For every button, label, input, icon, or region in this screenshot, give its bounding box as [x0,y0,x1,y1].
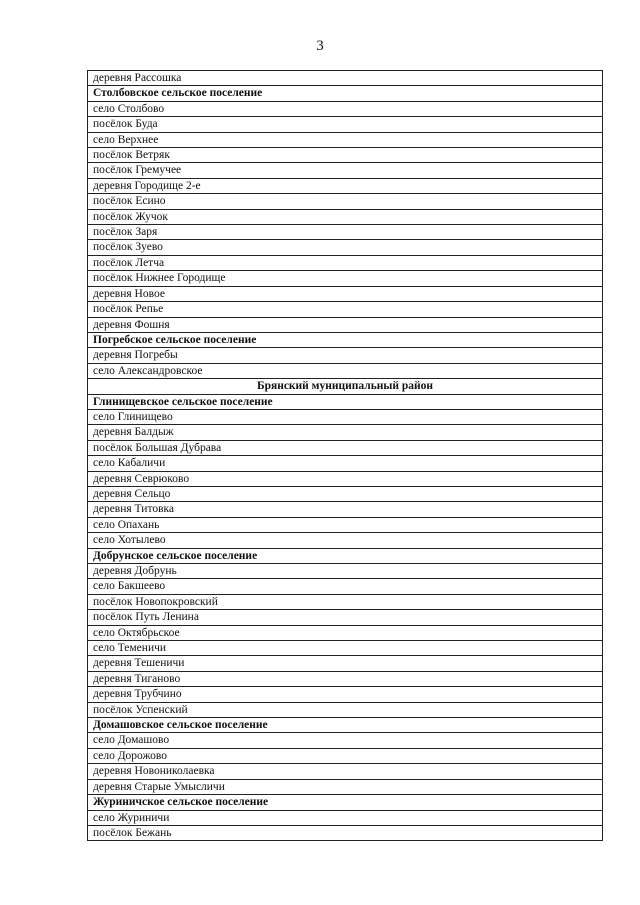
table-row [88,440,603,455]
table-row [88,748,603,763]
locality-name: деревня Трубчино [88,687,603,702]
table-row [88,425,603,440]
table-row [88,255,603,270]
locality-name: деревня Новониколаевка [88,764,603,779]
locality-name: село Верхнее [88,132,603,147]
table-row [88,456,603,471]
table-row [88,209,603,224]
locality-name: деревня Городище 2-е [88,178,603,193]
locality-name: посёлок Репье [88,302,603,317]
locality-name: село Журиничи [88,810,603,825]
locality-name: село Столбово [88,101,603,116]
locality-name: село Кабаличи [88,456,603,471]
locality-name: деревня Сельцо [88,486,603,501]
table-row [88,656,603,671]
table-row [88,317,603,332]
locality-name: село Глинищево [88,409,603,424]
table-row [88,409,603,424]
settlement-heading-row [88,548,603,563]
table-row [88,363,603,378]
locality-name: село Опахань [88,517,603,532]
settlement-heading-row [88,394,603,409]
table-row [88,178,603,193]
locality-name: посёлок Новопокровский [88,594,603,609]
district-heading-row [88,379,603,394]
settlement-heading: Журиничское сельское поселение [88,795,603,810]
table-row [88,163,603,178]
locality-name: посёлок Ветряк [88,148,603,163]
table-row [88,517,603,532]
settlements-table-body [88,71,603,841]
table-row [88,533,603,548]
locality-name: деревня Тешеничи [88,656,603,671]
table-row [88,579,603,594]
table-row [88,687,603,702]
locality-name: деревня Рассошка [88,71,603,86]
settlement-heading-row [88,718,603,733]
district-heading: Брянский муниципальный район [88,379,603,394]
locality-name: село Октябрьское [88,625,603,640]
settlement-heading: Добрунское сельское поселение [88,548,603,563]
locality-name: посёлок Зуево [88,240,603,255]
table-row [88,286,603,301]
table-row [88,502,603,517]
table-row [88,471,603,486]
locality-name: деревня Старые Умысличи [88,779,603,794]
table-row [88,71,603,86]
locality-name: посёлок Гремучее [88,163,603,178]
locality-name: село Хотылево [88,533,603,548]
locality-name: посёлок Жучок [88,209,603,224]
locality-name: посёлок Успенский [88,702,603,717]
table-row [88,702,603,717]
table-row [88,101,603,116]
settlement-heading: Столбовское сельское поселение [88,86,603,101]
locality-name: посёлок Путь Ленина [88,610,603,625]
locality-name: посёлок Есино [88,194,603,209]
locality-name: деревня Балдыж [88,425,603,440]
locality-name: село Александровское [88,363,603,378]
table-row [88,733,603,748]
table-row [88,240,603,255]
table-row [88,271,603,286]
table-row [88,810,603,825]
table-row [88,564,603,579]
settlement-heading-row [88,795,603,810]
table-row [88,764,603,779]
locality-name: деревня Погребы [88,348,603,363]
table-row [88,641,603,656]
locality-name: деревня Севрюково [88,471,603,486]
table-row [88,610,603,625]
table-row [88,225,603,240]
locality-name: деревня Тиганово [88,671,603,686]
locality-name: посёлок Летча [88,255,603,270]
settlement-heading: Глинищевское сельское поселение [88,394,603,409]
table-row [88,779,603,794]
locality-name: село Дорожово [88,748,603,763]
page-number: 3 [316,38,324,54]
locality-name: посёлок Большая Дубрава [88,440,603,455]
settlement-heading-row [88,86,603,101]
locality-name: село Домашово [88,733,603,748]
table-row [88,117,603,132]
locality-name: деревня Титовка [88,502,603,517]
settlements-table [87,70,603,841]
table-row [88,486,603,501]
table-row [88,302,603,317]
locality-name: деревня Добрунь [88,564,603,579]
settlement-heading: Погребское сельское поселение [88,332,603,347]
locality-name: село Бакшеево [88,579,603,594]
table-row [88,148,603,163]
table-row [88,671,603,686]
settlement-heading-row [88,332,603,347]
locality-name: посёлок Заря [88,225,603,240]
locality-name: посёлок Нижнее Городище [88,271,603,286]
table-row [88,625,603,640]
locality-name: посёлок Бежань [88,825,603,840]
locality-name: деревня Новое [88,286,603,301]
table-row [88,194,603,209]
table-row [88,594,603,609]
table-row [88,348,603,363]
settlement-heading: Домашовское сельское поселение [88,718,603,733]
locality-name: деревня Фошня [88,317,603,332]
table-row [88,132,603,147]
locality-name: посёлок Буда [88,117,603,132]
table-row [88,825,603,840]
locality-name: село Теменичи [88,641,603,656]
